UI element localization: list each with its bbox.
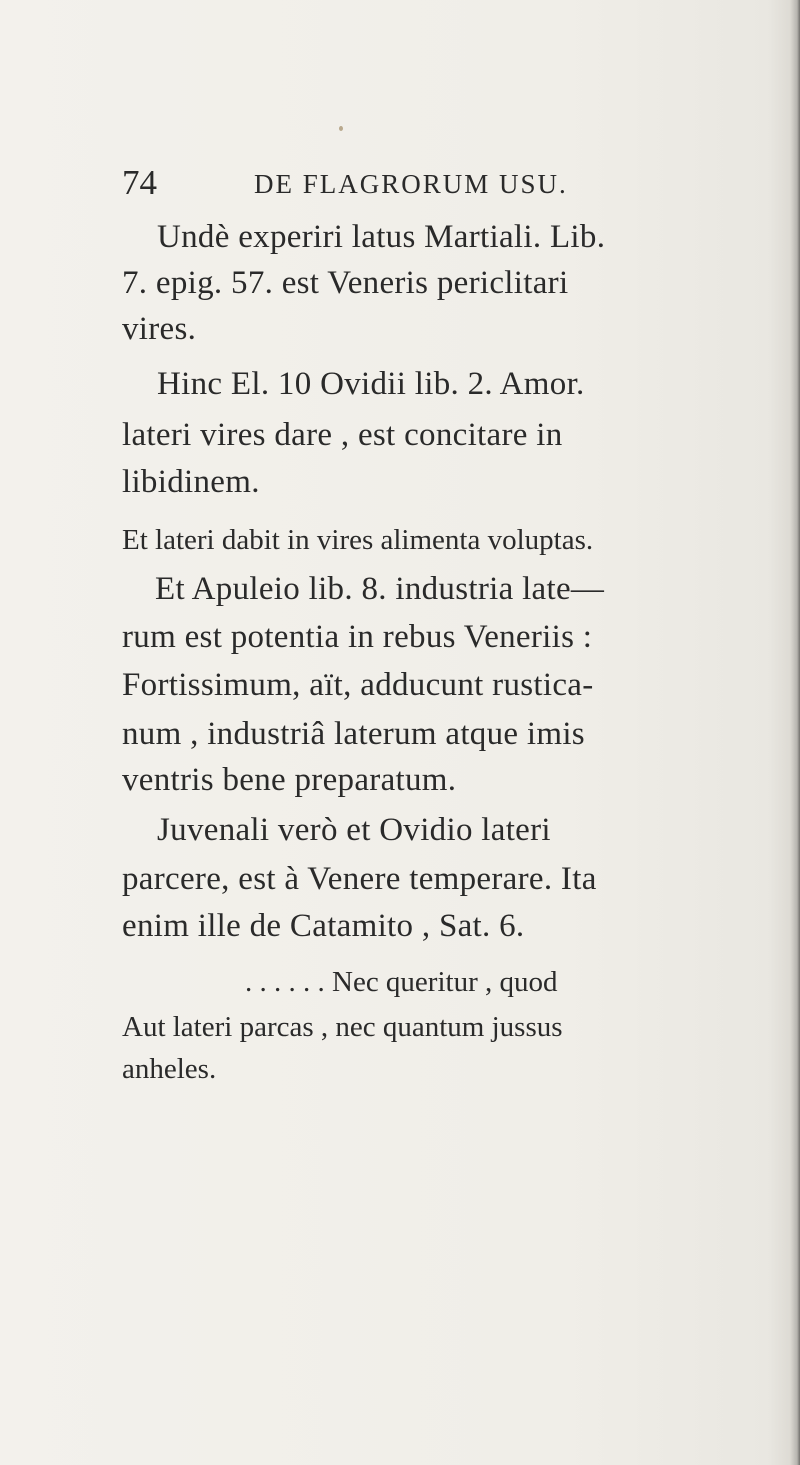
text-line: Et Apuleio lib. 8. industria late— [155, 571, 605, 607]
text-line: Hinc El. 10 Ovidii lib. 2. Amor. [157, 366, 585, 402]
verse-line: anheles. [122, 1053, 217, 1085]
text-line: ventris bene preparatum. [122, 762, 457, 798]
text-line: enim ille de Catamito , Sat. 6. [122, 908, 525, 944]
text-line: Undè experiri latus Martiali. Lib. [157, 219, 606, 255]
text-line: rum est potentia in rebus Veneriis : [122, 619, 593, 655]
page-number: 74 [122, 163, 157, 202]
verse-line: . . . . . . Nec queritur , quod [245, 966, 558, 998]
page-edge-shadow [790, 0, 800, 1465]
text-line: parcere, est à Venere temperare. Ita [122, 861, 597, 897]
paper-speck [339, 126, 343, 131]
text-line: vires. [122, 311, 197, 347]
text-line: Fortissimum, aït, adducunt rustica- [122, 667, 594, 703]
running-head: DE FLAGRORUM USU. [254, 169, 568, 199]
text-line: 7. epig. 57. est Veneris periclitari [122, 265, 569, 301]
text-line: Juvenali verò et Ovidio lateri [157, 812, 551, 848]
verse-line: Aut lateri parcas , nec quantum jussus [122, 1011, 563, 1043]
text-line: lateri vires dare , est concitare in [122, 417, 563, 453]
quotation-line: Et lateri dabit in vires alimenta voluptas. [122, 524, 594, 556]
text-line: num , industriâ laterum atque imis [122, 716, 585, 752]
page-header [122, 163, 682, 203]
text-line: libidinem. [122, 464, 260, 500]
